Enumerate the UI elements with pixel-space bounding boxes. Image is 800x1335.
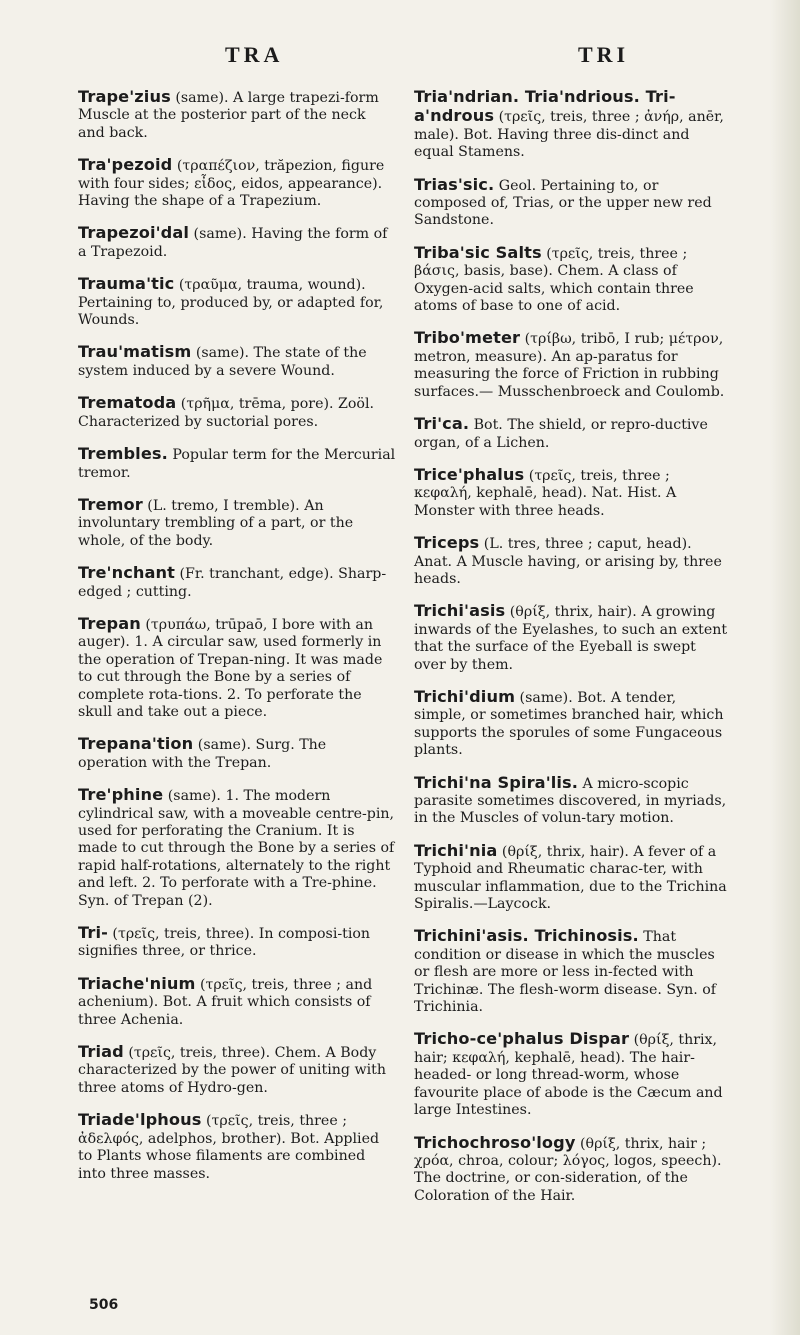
entry-definition: (same). Having the form of a Trapezoid. — [78, 226, 388, 260]
entry-definition: (τρεῖς, treis, three). In composi-tion signifies three, or thrice. — [78, 926, 371, 960]
entry-headword: Tre'phine — [78, 785, 164, 805]
dictionary-entry — [78, 394, 396, 431]
right-column — [414, 88, 732, 1219]
entry-definition: (τρεῖς, treis, three ; ἀδελφός, adelphos, brother). Bot. Applied to Plants whose filaments are combined into three masses. — [78, 1113, 380, 1182]
entry-definition: Geol. Pertaining to, or composed of, Trias, or the upper new red Sandstone. — [414, 177, 712, 229]
entry-definition: Popular term for the Mercurial tremor. — [78, 447, 396, 481]
entry-headword: Triad — [78, 1042, 124, 1062]
entry-headword: Trape'zius — [78, 87, 171, 106]
dictionary-entry — [78, 786, 396, 910]
entry-definition: (τρεῖς, treis, three ; κεφαλή, kephalē, head). Nat. Hist. A Monster with three heads. — [414, 467, 677, 519]
entry-headword: Trembles. — [78, 444, 168, 464]
entry-definition: (same). The state of the system induced by a severe Wound. — [78, 345, 367, 379]
entry-headword: Trauma'tic — [78, 274, 175, 294]
entry-definition: (L. tremo, I tremble). An involuntary trembling of a part, or the whole, of the body. — [78, 497, 354, 549]
dictionary-entry — [78, 1043, 396, 1097]
entry-definition: (τρεῖς, treis, three ; ἀνήρ, anēr, male). Bot. Having three dis-dinct and equal Stamens. — [414, 109, 724, 161]
dictionary-entry — [414, 688, 732, 760]
entry-headword: Trematoda — [78, 393, 177, 413]
dictionary-entry — [78, 156, 396, 210]
entry-headword: Triba'sic Salts — [414, 242, 542, 262]
entry-definition: (τρεῖς, treis, three). Chem. A Body characterized by the power of uniting with three atoms of Hydro-gen. — [78, 1045, 387, 1096]
dictionary-entry — [414, 88, 732, 162]
entry-headword: Tri- — [78, 923, 108, 943]
entry-definition: That condition or disease in which the muscles or flesh are more or less in-fected with Trichinæ. The flesh-worm disease. Syn. of Trichinia. — [414, 929, 717, 1016]
dictionary-entry — [414, 602, 732, 674]
entry-definition: A micro-scopic parasite sometimes discovered, in myriads, in the Muscles of volun-tary motion. — [414, 775, 727, 827]
dictionary-entry — [78, 275, 396, 329]
dictionary-entry — [78, 1111, 396, 1183]
entry-headword: Trichi'dium — [414, 686, 516, 706]
entry-headword: Tri'ca. — [414, 414, 470, 434]
entry-headword: Trichi'asis — [414, 601, 506, 621]
dictionary-entry — [78, 735, 396, 772]
dictionary-entry — [414, 534, 732, 588]
entry-definition: (θρίξ, thrix, hair). A growing inwards of the Eyelashes, to such an extent that the surface of the Eyeball is swept over by them. — [414, 604, 728, 673]
entry-headword: Tribo'meter — [414, 328, 521, 348]
entry-definition: (same). A large trapezi-form Muscle at the posterior part of the neck and back. — [78, 90, 379, 141]
left-column — [78, 88, 396, 1197]
dictionary-entry — [78, 496, 396, 550]
entry-definition: Bot. The shield, or repro-ductive organ, of a Lichen. — [414, 417, 708, 451]
entry-definition: (τρίβω, tribō, I rub; μέτρον, metron, measure). An ap-paratus for measuring the force of Friction in rubbing surfaces.— Musschenbroeck and Coulomb. — [414, 331, 725, 400]
entry-headword: Trau'matism — [78, 342, 192, 362]
entry-definition: (Fr. tranchant, edge). Sharp-edged ; cutting. — [78, 566, 387, 600]
entry-headword: Trice'phalus — [414, 464, 525, 484]
dictionary-entry — [414, 774, 732, 828]
running-head-left: TRA — [225, 42, 284, 67]
entry-headword: Tria'ndrian. Tria'ndrious. Tri-a'ndrous — [414, 87, 676, 126]
dictionary-entry — [78, 343, 396, 380]
entry-headword: Trapezoi'dal — [78, 223, 190, 243]
entry-headword: Triade'lphous — [78, 1110, 202, 1130]
entry-headword: Trichi'nia — [414, 840, 498, 860]
dictionary-entry — [414, 176, 732, 230]
entry-definition: (same). Bot. A tender, simple, or sometimes branched hair, which supports the sporules of some Fungaceous plants. — [414, 689, 724, 759]
entry-headword: Trias'sic. — [414, 174, 495, 194]
entry-headword: Tremor — [78, 494, 143, 514]
entry-definition: (τραπέζιον, trăpezion, figure with four sides; εἶδος, eidos, appearance). Having the shape of a Trapezium. — [78, 158, 385, 210]
dictionary-entry — [414, 1030, 732, 1119]
dictionary-entry — [78, 445, 396, 482]
running-head-right: TRI — [578, 42, 630, 67]
entry-definition: (θρίξ, thrix, hair ; χρόα, chroa, colour; λόγος, logos, speech). The doctrine, or con-sideration, of the Coloration of the Hair. — [414, 1135, 722, 1204]
entry-definition: (τρεῖς, treis, three ; and achenium). Bot. A fruit which consists of three Achenia. — [78, 976, 373, 1028]
entry-definition: (τρῆμα, trēma, pore). Zoöl. Characterized by suctorial pores. — [78, 396, 375, 430]
entry-headword: Tra'pezoid — [78, 155, 173, 175]
dictionary-entry — [414, 927, 732, 1016]
entry-headword: Trepan — [78, 613, 141, 633]
dictionary-entry — [78, 615, 396, 721]
entry-headword: Trichini'asis. Trichinosis. — [414, 926, 639, 946]
entry-definition: (τρεῖς, treis, three ; βάσις, basis, base). Chem. A class of Oxygen-acid salts, which contain three atoms of base to one of acid. — [414, 245, 694, 315]
entry-definition: (τρυπάω, trūpaō, I bore with an auger). 1. A circular saw, used formerly in the operation of Trepan-ning. It was made to cut through the Bone by a series of complete rota-tions. 2. To perforate the skull and take out a piece. — [78, 616, 383, 720]
page-number: 506 — [89, 1297, 119, 1313]
dictionary-entry — [78, 924, 396, 961]
entry-definition: (θρίξ, thrix, hair). A fever of a Typhoid and Rheumatic charac-ter, with muscular inflammation, due to the Trichina Spiralis.—Laycock. — [414, 843, 727, 913]
entry-definition: (same). 1. The modern cylindrical saw, with a moveable centre-pin, used for perforating the Cranium. It is made to cut through the Bone by a series of rapid half-rotations, alternately to the right and left. 2. To perforate with a Tre-phine. Syn. of Trepan (2). — [78, 788, 395, 909]
entry-definition: (τραῦμα, trauma, wound). Pertaining to, produced by, or adapted for, Wounds. — [78, 277, 384, 329]
dictionary-entry — [414, 244, 732, 316]
entry-headword: Tricho-ce'phalus Dispar — [414, 1029, 630, 1049]
dictionary-entry — [78, 975, 396, 1029]
dictionary-entry — [414, 415, 732, 452]
dictionary-entry — [414, 466, 732, 520]
dictionary-entry — [78, 564, 396, 601]
dictionary-entry — [78, 224, 396, 261]
entry-definition: (θρίξ, thrix, hair; κεφαλή, kephalē, head). The hair-headed- or long thread-worm, whose favourite place of abode is the Cæcum and large Intestines. — [414, 1032, 723, 1119]
dictionary-entry — [414, 1134, 732, 1206]
dictionary-entry — [414, 842, 732, 914]
entry-definition: (same). Surg. The operation with the Trepan. — [78, 737, 327, 771]
entry-definition: (L. tres, three ; caput, head). Anat. A Muscle having, or arising by, three heads. — [414, 536, 722, 587]
entry-headword: Triceps — [414, 533, 480, 553]
dictionary-entry — [78, 88, 396, 142]
entry-headword: Tre'nchant — [78, 563, 176, 583]
dictionary-entry — [414, 329, 732, 401]
entry-headword: Triache'nium — [78, 973, 196, 993]
entry-headword: Trichi'na Spira'lis. — [414, 772, 579, 792]
entry-headword: Trepana'tion — [78, 734, 194, 754]
entry-headword: Trichochroso'logy — [414, 1132, 576, 1152]
page-edge-shadow — [770, 0, 800, 1335]
